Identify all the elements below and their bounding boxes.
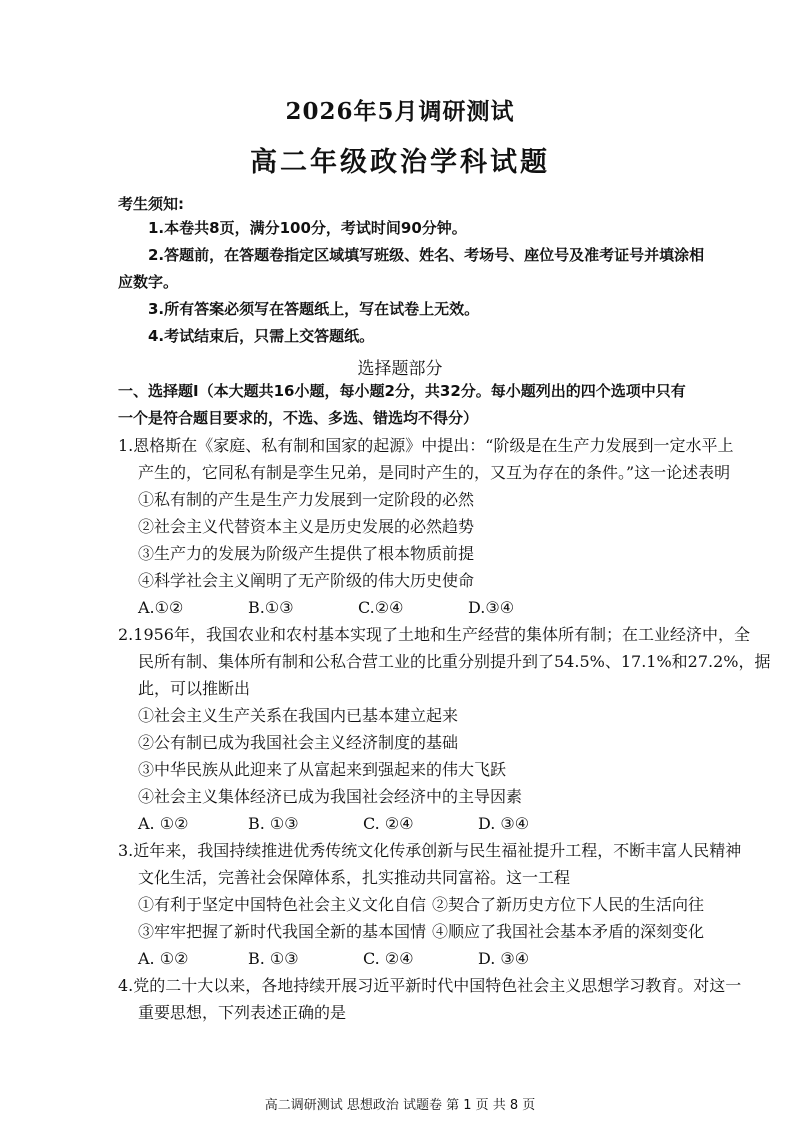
option-a: A.①② [138,598,184,617]
notice-item: 4.考试结束后，只需上交答题纸。 [148,327,375,345]
question-statement: ④社会主义集体经济已成为我国社会经济中的主导因素 [138,787,523,806]
question-stem: 2.1956年，我国农业和农村基本实现了土地和生产经营的集体所有制；在工业经济中，全 [118,625,750,644]
section-instruction: 一个是符合题目要求的，不选、多选、错选均不得分） [118,409,479,427]
option-d: D. ③④ [478,949,530,968]
page-footer: 高二调研测试 思想政治 试题卷 第 1 页 共 8 页 [264,1098,536,1113]
question-stem: 民所有制、集体所有制和公私合营工业的比重分别提升到了54.5%、17.1%和27.2%，据 [138,652,771,671]
question-statement: ①社会主义生产关系在我国内已基本建立起来 [138,706,459,725]
question-statement: ③中华民族从此迎来了从富起来到强起来的伟大飞跃 [138,760,507,779]
option-b: B. ①③ [248,814,299,833]
question-stem: 1.恩格斯在《家庭、私有制和国家的起源》中提出：“阶级是在生产力发展到一定水平上 [118,436,734,455]
question-stem: 此，可以推断出 [138,679,251,698]
question-statement: ④科学社会主义阐明了无产阶级的伟大历史使命 [138,571,475,590]
option-d: D. ③④ [478,814,530,833]
notice-heading: 考生须知: [118,195,184,213]
notice-item: 2.答题前，在答题卷指定区域填写班级、姓名、考场号、座位号及准考证号并填涂相 [148,246,705,264]
notice-item: 应数字。 [118,273,179,291]
question-stem: 4.党的二十大以来，各地持续开展习近平新时代中国特色社会主义思想学习教育。对这一 [118,976,742,995]
option-c: C. ②④ [363,949,414,968]
section-instruction: 一、选择题Ⅰ（本大题共16小题，每小题2分，共32分。每小题列出的四个选项中只有 [118,382,686,400]
option-c: C.②④ [358,598,404,617]
question-stem: 产生的，它同私有制是孪生兄弟，是同时产生的，又互为存在的条件。”这一论述表明 [138,463,731,482]
exam-title: 2026年5月调研测试 [285,98,515,125]
question-options [0,598,800,618]
question-stem: 重要思想，下列表述正确的是 [138,1003,347,1022]
question-statement: ③牢牢把握了新时代我国全新的基本国情 [138,922,427,941]
question-statement: ②公有制已成为我国社会主义经济制度的基础 [138,733,459,752]
option-c: C. ②④ [363,814,414,833]
question-statement: ②社会主义代替资本主义是历史发展的必然趋势 [138,517,475,536]
question-statement: ④顺应了我国社会基本矛盾的深刻变化 [432,922,705,941]
section-title: 选择题部分 [357,359,443,379]
question-statement: ②契合了新历史方位下人民的生活向往 [432,895,705,914]
option-b: B. ①③ [248,949,299,968]
question-stem: 3.近年来，我国持续推进优秀传统文化传承创新与民生福祉提升工程，不断丰富人民精神 [118,841,742,860]
question-statement: ③生产力的发展为阶级产生提供了根本物质前提 [138,544,475,563]
notice-item: 1.本卷共8页，满分100分，考试时间90分钟。 [148,219,467,237]
question-stem: 文化生活，完善社会保障体系，扎实推动共同富裕。这一工程 [138,868,571,887]
question-options [0,814,800,834]
question-options [0,949,800,969]
option-b: B.①③ [248,598,294,617]
notice-item: 3.所有答案必须写在答题纸上，写在试卷上无效。 [148,300,480,318]
option-a: A. ①② [138,949,189,968]
question-statement: ①私有制的产生是生产力发展到一定阶段的必然 [138,490,475,509]
exam-subtitle: 高二年级政治学科试题 [250,147,550,178]
option-d: D.③④ [468,598,515,617]
question-statement: ①有利于坚定中国特色社会主义文化自信 [138,895,427,914]
option-a: A. ①② [138,814,189,833]
